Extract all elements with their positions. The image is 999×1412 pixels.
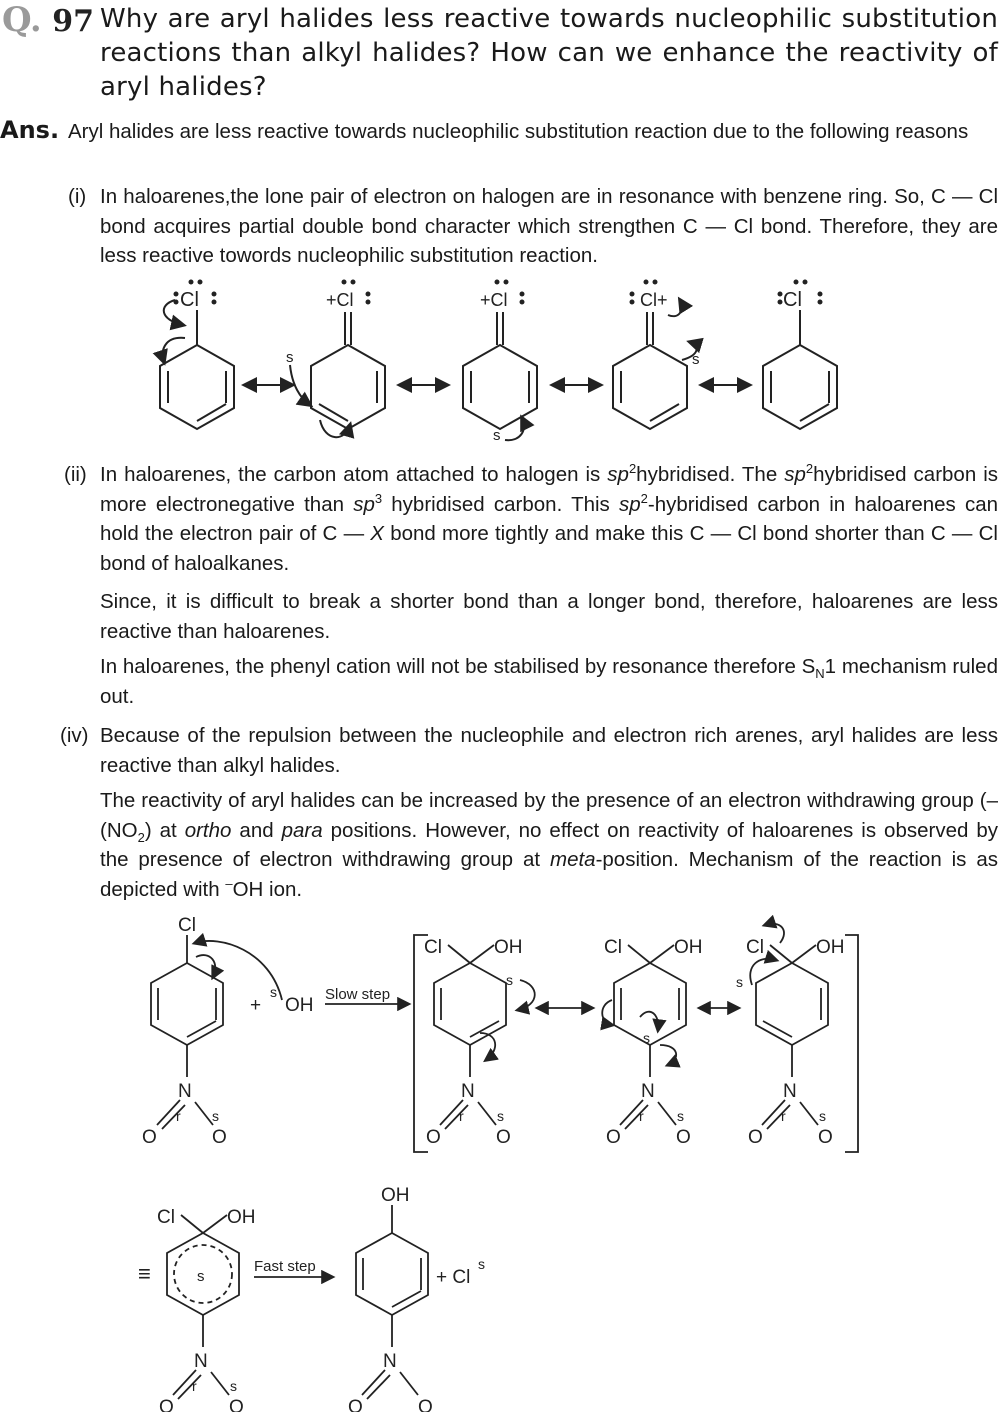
- deloc-charge: s: [197, 1268, 205, 1285]
- cl-label-4: Cl+: [640, 290, 668, 310]
- int3-o2: O: [818, 1127, 833, 1148]
- int1-n: N: [461, 1081, 475, 1102]
- item-ii-continuation: Since, it is difficult to break a shorter bond than a longer bond, therefore, haloarenes are less reactive than haloarenes.: [100, 590, 998, 643]
- reactivity-paragraph: The reactivity of aryl halides can be increased by the presence of an electron withdrawing group ($-(NO_2)$ at ortho and para positions. However, no effect on reactivity of haloarenes is observed by the presence of electron withdrawing group at meta-position. Mechanism of the reaction is as depicted with –OH ion.: [100, 789, 999, 901]
- item-ii-text: In haloarenes, the carbon atom attached to halogen is $sp^2hybridised$. The $sp^2hybridised$ carbon is more electronegative than $sp^3$ hybridised carbon. This $sp^2$-hybridised carbon in haloarenes can hold the electron pair of C — X bond more tightly and make this C — Cl bond shorter than C — Cl bond of haloalkanes.: [100, 461, 999, 575]
- int1-s: s: [497, 1108, 504, 1124]
- deloc-o1: O: [159, 1397, 174, 1412]
- resonance-structure-4: [613, 300, 697, 429]
- cl-label-3: +Cl: [480, 290, 508, 310]
- slow-step-label: Slow step: [325, 986, 391, 1003]
- equiv-sign: ≡: [138, 1261, 151, 1286]
- question-number: Q. 97: [2, 0, 94, 40]
- nucleophile-oh: OH: [285, 995, 314, 1016]
- resonance-structure-2: [290, 312, 385, 437]
- int2-s: s: [677, 1108, 684, 1124]
- resonance-structure-5: [763, 310, 837, 429]
- charge-s-2: s: [493, 427, 501, 444]
- reactant-cl: Cl: [178, 915, 196, 936]
- int1-r: r: [459, 1108, 464, 1124]
- reactant-r: r: [176, 1108, 181, 1124]
- int2-n: N: [641, 1081, 655, 1102]
- int3-oh: OH: [816, 937, 845, 958]
- int3-s: s: [819, 1108, 826, 1124]
- int1-o1: O: [426, 1127, 441, 1148]
- int3-cl: Cl: [746, 937, 764, 958]
- charge-s-1: s: [286, 349, 294, 366]
- deloc-oh: OH: [227, 1207, 256, 1228]
- reactant-s: s: [212, 1108, 219, 1124]
- item-number-ii: (ii): [64, 463, 87, 486]
- int2-r: r: [639, 1108, 644, 1124]
- product-o1: O: [348, 1397, 363, 1412]
- cl-label-2: +Cl: [326, 290, 354, 310]
- chloride-ion: + Cl: [436, 1267, 471, 1288]
- int1-oh: OH: [494, 937, 523, 958]
- reactant-n: N: [178, 1081, 192, 1102]
- deloc-cl: Cl: [157, 1207, 175, 1228]
- reactant-o2: O: [212, 1127, 227, 1148]
- intermediate-1: [434, 945, 535, 1129]
- deloc-r: r: [192, 1378, 197, 1394]
- item-iii-text: In haloarenes, the phenyl cation will not be stabilised by resonance therefore $S_N1$ mechanism ruled out.: [100, 655, 998, 708]
- int1-o2: O: [496, 1127, 511, 1148]
- cl-label-1: Cl: [180, 289, 199, 311]
- int2-o2: O: [676, 1127, 691, 1148]
- product-n: N: [383, 1351, 397, 1372]
- int1-cl: Cl: [424, 937, 442, 958]
- item-number-i: (i): [68, 185, 87, 208]
- answer-intro: Aryl halides are less reactive towards nucleophilic substitution reaction due to the following reasons: [68, 120, 969, 143]
- mechanism-diagram: [0, 905, 999, 1412]
- resonance-structure-3: [463, 312, 537, 440]
- chloride-charge: s: [478, 1256, 485, 1272]
- item-iv-text: Because of the repulsion between the nucleophile and electron rich arenes, aryl halides are less reactive than alkyl halides.: [100, 724, 998, 777]
- product-oh: OH: [381, 1185, 410, 1206]
- answer-label: Ans.: [0, 116, 60, 144]
- int1-charge: s: [506, 972, 513, 988]
- int3-charge: s: [736, 974, 743, 990]
- item-i-text: In haloarenes,the lone pair of electron on halogen are in resonance with benzene ring. So, C — Cl bond acquires partial double bond character which strengthen C — Cl bond. Therefore, they are less reactive towords nucleophilic substitution reaction.: [100, 185, 998, 267]
- resonance-structure-1: [160, 300, 234, 429]
- product-o2: O: [418, 1397, 433, 1412]
- int2-charge: s: [643, 1030, 650, 1046]
- int2-oh: OH: [674, 937, 703, 958]
- deloc-s: s: [230, 1378, 237, 1394]
- cl-label-5: Cl: [783, 289, 802, 311]
- fast-step-label: Fast step: [254, 1258, 316, 1275]
- int3-o1: O: [748, 1127, 763, 1148]
- deloc-n: N: [194, 1351, 208, 1372]
- int2-cl: Cl: [604, 937, 622, 958]
- item-number-iv: (iv): [60, 724, 89, 747]
- reactant-o1: O: [142, 1127, 157, 1148]
- deloc-o2: O: [229, 1397, 244, 1412]
- question-text: Why are aryl halides less reactive towards nucleophilic substitution reactions than alkyl halides? How can we enhance the reactivity of aryl halides?: [100, 4, 998, 102]
- nucleophile-charge: s: [270, 984, 277, 1000]
- plus-sign: +: [250, 995, 262, 1016]
- int3-n: N: [783, 1081, 797, 1102]
- charge-s-3: s: [692, 351, 700, 368]
- int3-r: r: [781, 1108, 786, 1124]
- resonance-diagram: [0, 270, 999, 450]
- int2-o1: O: [606, 1127, 621, 1148]
- reactant-nitrochlorobenzene: [151, 935, 282, 1129]
